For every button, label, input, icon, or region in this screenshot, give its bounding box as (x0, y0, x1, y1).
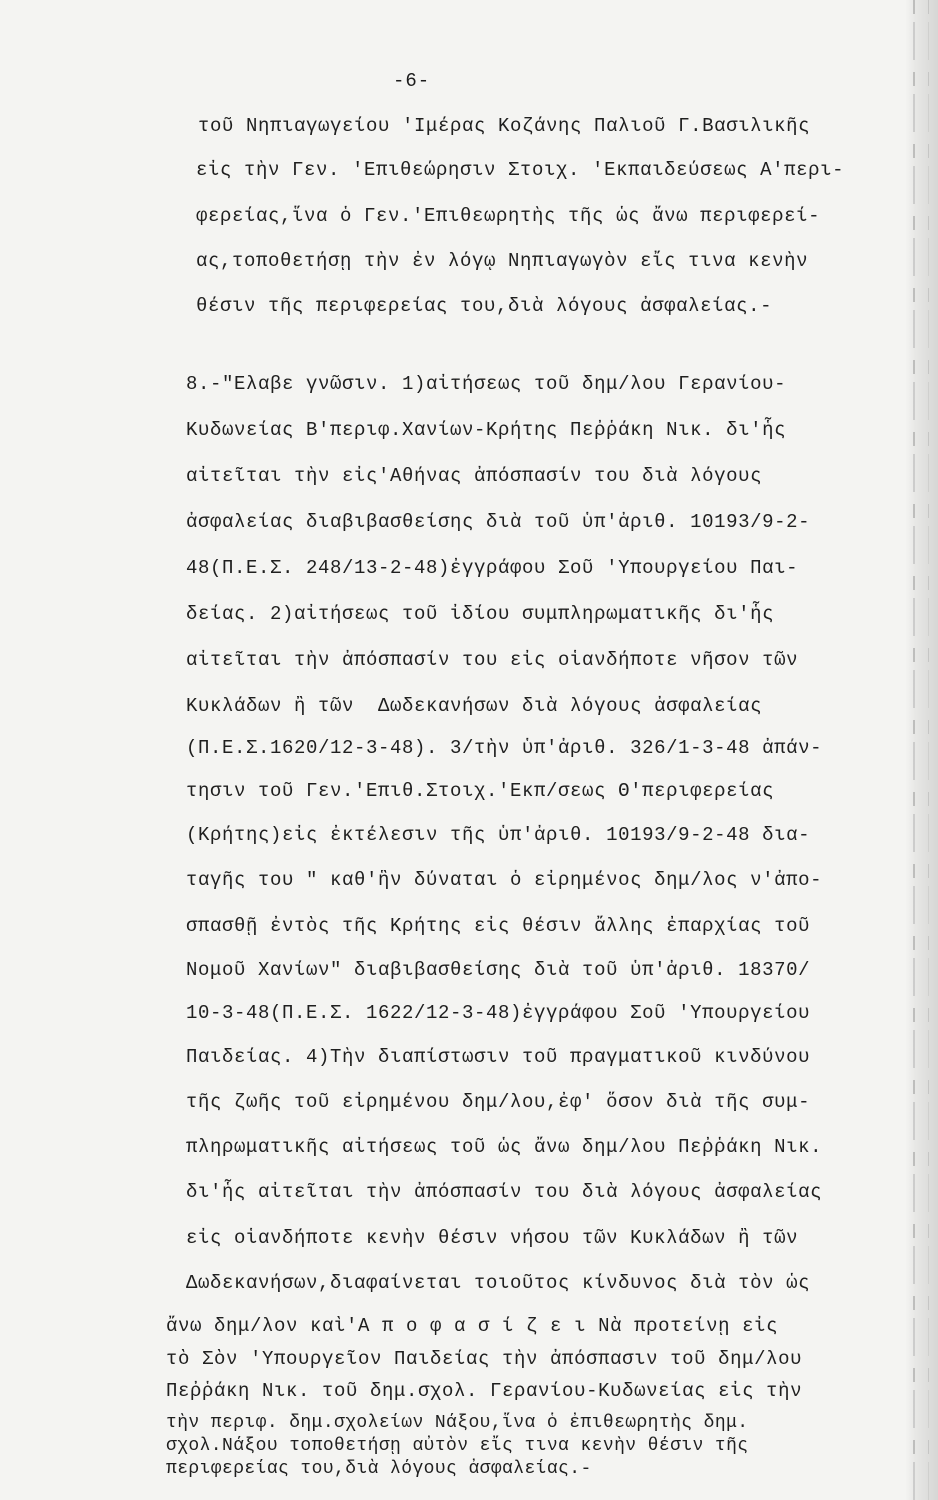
text-line: δείας. 2)αἰτήσεως τοῦ ἰδίου συμπληρωματικῆς δι'ἧς (186, 603, 775, 625)
text-line: Κυδωνείας Β'περιφ.Χανίων-Κρήτης Πεῤῥάκη Νικ. δι'ἧς (186, 419, 787, 441)
text-line: τοῦ Νηπιαγωγείου 'Ιμέρας Κοζάνης Παλιοῦ Γ.Βασιλικῆς (198, 115, 811, 137)
text-line: ταγῆς του " καθ'ἣν δύναται ὁ εἰρημένος δημ/λος ν'ἀπο- (186, 869, 823, 891)
text-line: εἰς οἱανδήποτε κενὴν θέσιν νήσου τῶν Κυκλάδων ἢ τῶν (186, 1227, 799, 1249)
text-line: αἰτεῖται τὴν εἰς'Αθήνας ἀπόσπασίν του διὰ λόγους (186, 465, 763, 487)
text-line: (Κρήτης)εἰς ἐκτέλεσιν τῆς ὑπ'ἀριθ. 10193/9-2-48 δια- (186, 824, 811, 846)
text-line: ἀσφαλείας διαβιβασθείσης διὰ τοῦ ὑπ'ἀριθ. 10193/9-2- (186, 511, 811, 533)
text-line: (Π.Ε.Σ.1620/12-3-48). 3/τὴν ὑπ'ἀριθ. 326/1-3-48 ἀπάν- (186, 737, 823, 759)
text-line: Νομοῦ Χανίων" διαβιβασθείσης διὰ τοῦ ὑπ'ἀριθ. 18370/ (186, 959, 811, 981)
text-line: σχολ.Νάξου τοποθετήσῃ αὐτὸν εἴς τινα κενὴν θέσιν τῆς (166, 1436, 749, 1456)
text-line: 48(Π.Ε.Σ. 248/13-2-48)ἐγγράφου Σοῦ 'Υπουργείου Παι- (186, 557, 799, 579)
text-line: τησιν τοῦ Γεν.'Επιθ.Στοιχ.'Εκπ/σεως Θ'περιφερείας (186, 780, 775, 802)
text-line: τὴν περιφ. δημ.σχολείων Νάξου,ἵνα ὁ ἐπιθεωρητὴς δημ. (166, 1413, 749, 1433)
text-line: τῆς ζωῆς τοῦ εἰρημένου δημ/λου,ἐφ' ὅσον διὰ τῆς συμ- (186, 1091, 811, 1113)
text-line: ἄνω δημ/λον καὶ'Α π ο φ α σ ί ζ ε ι Νὰ προτείνῃ εἰς (166, 1315, 779, 1337)
text-line: εἰς τὴν Γεν. 'Επιθεώρησιν Στοιχ. 'Εκπαιδεύσεως Α'περι- (196, 159, 845, 181)
text-line: 8.-"Ελαβε γνῶσιν. 1)αἰτήσεως τοῦ δημ/λου Γερανίου- (186, 373, 787, 395)
text-line: αἰτεῖται τὴν ἀπόσπασίν του εἰς οἱανδήποτε νῆσον τῶν (186, 649, 799, 671)
text-line: ας,τοποθετήσῃ τὴν ἐν λόγῳ Νηπιαγωγὸν εἴς τινα κενὴν (196, 250, 809, 272)
text-line: Δωδεκανήσων,διαφαίνεται τοιοῦτος κίνδυνος διὰ τὸν ὡς (186, 1272, 811, 1294)
text-line: περιφερείας του,διὰ λόγους ἀσφαλείας.- (166, 1459, 592, 1479)
text-line: Παιδείας. 4)Τὴν διαπίστωσιν τοῦ πραγματικοῦ κινδύνου (186, 1046, 811, 1068)
text-line: τὸ Σὸν 'Υπουργεῖον Παιδείας τὴν ἀπόσπασιν τοῦ δημ/λου (166, 1348, 803, 1370)
text-line: φερείας,ἵνα ὁ Γεν.'Επιθεωρητὴς τῆς ὡς ἄνω περιφερεί- (196, 205, 821, 227)
text-line: δι'ἧς αἰτεῖται τὴν ἀπόσπασίν του διὰ λόγους ἀσφαλείας (186, 1181, 823, 1203)
text-line: 10-3-48(Π.Ε.Σ. 1622/12-3-48)ἐγγράφου Σοῦ 'Υπουργείου (186, 1002, 811, 1024)
text-line: σπασθῇ ἐντὸς τῆς Κρήτης εἰς θέσιν ἄλλης ἐπαρχίας τοῦ (186, 915, 811, 937)
page-number: -6- (393, 70, 431, 92)
text-line: πληρωματικῆς αἰτήσεως τοῦ ὡς ἄνω δημ/λου Πεῤῥάκη Νικ. (186, 1136, 823, 1158)
text-line: Πεῤῥάκη Νικ. τοῦ δημ.σχολ. Γερανίου-Κυδωνείας εἰς τὴν (166, 1380, 803, 1402)
text-line: θέσιν τῆς περιφερείας του,διὰ λόγους ἀσφαλείας.- (196, 295, 773, 317)
text-line: Κυκλάδων ἢ τῶν Δωδεκανήσων διὰ λόγους ἀσφαλείας (186, 695, 763, 717)
